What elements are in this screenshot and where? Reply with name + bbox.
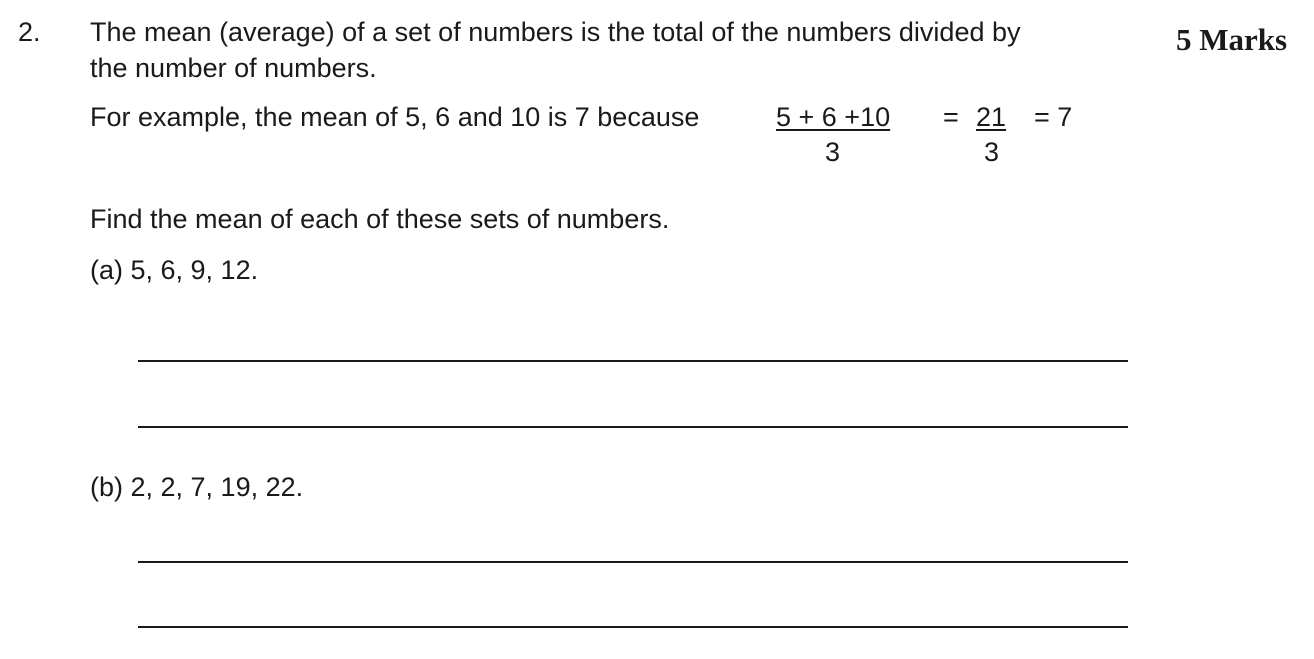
example-fraction-1-numerator: 5 + 6 +10 xyxy=(776,102,891,132)
question-intro-line-2: the number of numbers. xyxy=(90,53,377,83)
example-equals-sign: = xyxy=(943,102,959,132)
part-a-answer-line-1[interactable] xyxy=(138,360,1128,362)
example-fraction-2-numerator: 21 xyxy=(976,102,1007,132)
part-b-answer-line-1[interactable] xyxy=(138,561,1128,563)
marks-label: 5 Marks xyxy=(1176,22,1288,57)
example-result: = 7 xyxy=(1034,102,1073,132)
part-a-answer-line-2[interactable] xyxy=(138,426,1128,428)
example-fraction-2-denominator: 3 xyxy=(984,137,1000,167)
example-text: For example, the mean of 5, 6 and 10 is 7 because xyxy=(90,102,700,132)
instruction-text: Find the mean of each of these sets of numbers. xyxy=(90,204,670,234)
part-b-question: (b) 2, 2, 7, 19, 22. xyxy=(90,472,304,502)
question-intro-line-1: The mean (average) of a set of numbers is the total of the numbers divided by xyxy=(90,17,1021,47)
part-b-answer-line-2[interactable] xyxy=(138,626,1128,628)
part-a-question: (a) 5, 6, 9, 12. xyxy=(90,255,259,285)
example-fraction-1-denominator: 3 xyxy=(825,137,841,167)
question-number: 2. xyxy=(18,17,41,47)
